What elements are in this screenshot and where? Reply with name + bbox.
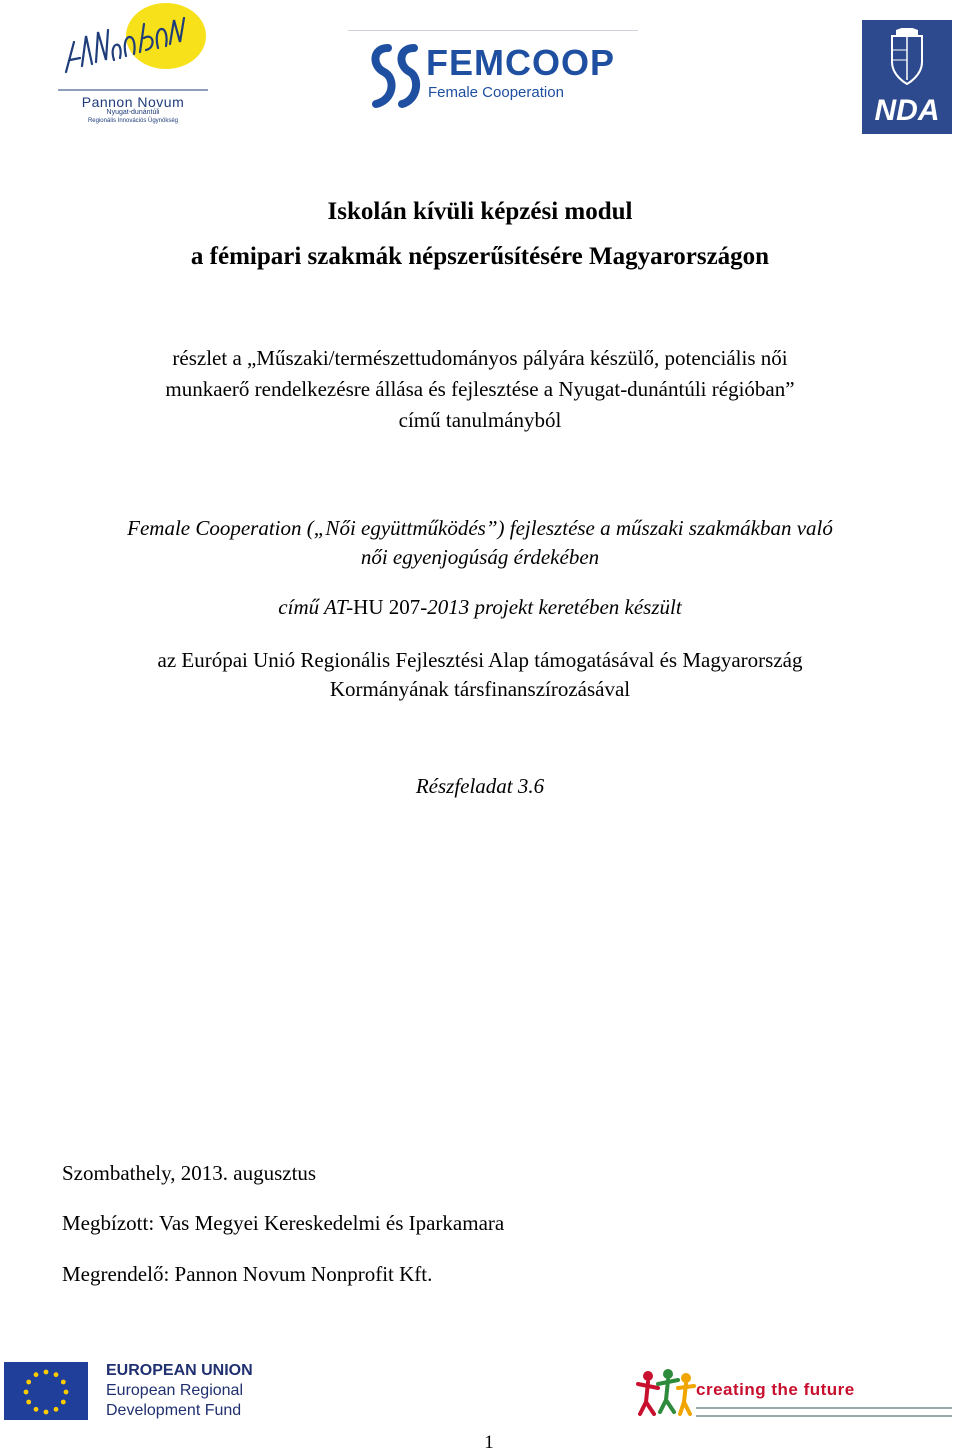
people-figures-icon bbox=[636, 1366, 696, 1418]
logo-divider bbox=[348, 30, 638, 31]
ctf-title: creating the future bbox=[696, 1380, 855, 1399]
pannon-novum-line1: Nyugat-dunántúli bbox=[106, 109, 160, 116]
femcoop-subtitle: Female Cooperation bbox=[428, 84, 564, 101]
nda-name: NDA bbox=[874, 94, 940, 127]
eu-erdf-logo bbox=[4, 1362, 260, 1422]
excerpt-line1: részlet a „Műszaki/természettudományos pályára készülő, potenciális női bbox=[172, 346, 788, 370]
excerpt-line3: című tanulmányból bbox=[398, 408, 562, 432]
eu-flag-icon bbox=[4, 1362, 88, 1420]
ordered-by: Megrendelő: Pannon Novum Nonprofit Kft. bbox=[62, 1262, 433, 1286]
project-line3-prefix: című AT- bbox=[278, 595, 354, 619]
eu-line1: EUROPEAN UNION bbox=[106, 1362, 253, 1379]
pannon-novum-line2: Regionális Innovációs Ügynökség bbox=[87, 118, 179, 124]
eu-line2: European Regional bbox=[106, 1382, 243, 1399]
creating-the-future-logo bbox=[628, 1358, 960, 1424]
funding-line1: az Európai Unió Regionális Fejlesztési Alap támogatásával és Magyarország bbox=[157, 648, 803, 672]
eu-line3: Development Fund bbox=[106, 1402, 242, 1419]
place-date: Szombathely, 2013. augusztus bbox=[62, 1161, 317, 1185]
project-code: HU 207 bbox=[353, 595, 421, 619]
excerpt-line2: munkaerő rendelkezésre állása és fejlesztése a Nyugat-dunántúli régióban” bbox=[165, 377, 795, 401]
project-line1: Female Cooperation („Női együttműködés”) fejlesztése a műszaki szakmákban való bbox=[127, 516, 833, 540]
subtask-label: Részfeladat 3.6 bbox=[415, 774, 545, 798]
pannon-novum-logo bbox=[58, 2, 208, 130]
page-number: 1 bbox=[484, 1432, 494, 1453]
funding-line2: Kormányának társfinanszírozásával bbox=[329, 677, 631, 701]
lightbulb-icon bbox=[58, 2, 208, 94]
project-line3-suffix: -2013 projekt keretében készült bbox=[420, 595, 682, 619]
document-title-line1: Iskolán kívüli képzési modul bbox=[327, 198, 633, 225]
commissioned-by: Megbízott: Vas Megyei Kereskedelmi és Iparkamara bbox=[62, 1211, 505, 1235]
nda-logo bbox=[862, 20, 952, 134]
coat-of-arms-icon bbox=[882, 28, 932, 90]
fine-print-lines bbox=[696, 1404, 956, 1420]
femcoop-swirl-icon bbox=[366, 44, 422, 114]
pannon-novum-name: Pannon Novum bbox=[81, 94, 185, 110]
document-title-line2: a fémipari szakmák népszerűsítésére Magyarországon bbox=[190, 243, 770, 270]
femcoop-name: FEMCOOP bbox=[426, 42, 616, 83]
project-line2: női egyenjogúság érdekében bbox=[360, 545, 600, 569]
femcoop-logo bbox=[348, 30, 638, 130]
project-line3 bbox=[0, 592, 960, 622]
